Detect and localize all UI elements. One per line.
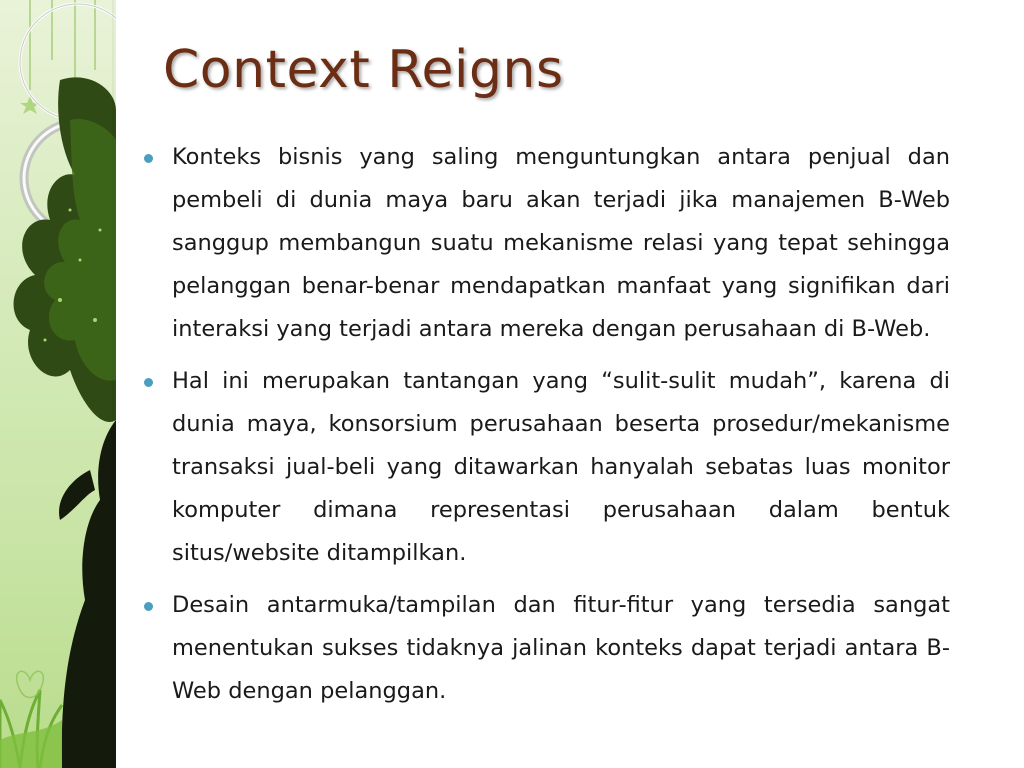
bullet-text: Konteks bisnis yang saling menguntungkan antara penjual dan pembeli di dunia maya baru akan terjadi jika manajemen B-Web sanggup membangun suatu mekanisme relasi yang tepat sehingga pelanggan benar-benar mendapatkan manfaat yang signifikan dari interaksi yang terjadi antara mereka dengan perusahaan di B-Web. (172, 144, 950, 342)
bullet-item (140, 584, 950, 713)
bullet-list (140, 136, 950, 713)
slide-title: Context Reigns (163, 40, 564, 100)
slide-content (140, 136, 950, 722)
bullet-item (140, 360, 950, 575)
bullet-item (140, 136, 950, 351)
bullet-icon (144, 602, 153, 611)
floral-tree-decoration (0, 0, 116, 768)
bullet-icon (144, 378, 153, 387)
bullet-text: Hal ini merupakan tantangan yang “sulit-sulit mudah”, karena di dunia maya, konsorsium perusahaan beserta prosedur/mekanisme transaksi jual-beli yang ditawarkan hanyalah sebatas luas monitor komputer dimana representasi perusahaan dalam bentuk situs/website ditampilkan. (172, 368, 950, 566)
bullet-text: Desain antarmuka/tampilan dan fitur-fitur yang tersedia sangat menentukan sukses tidaknya jalinan konteks dapat terjadi antara B-Web dengan pelanggan. (172, 592, 950, 704)
bullet-icon (144, 154, 153, 163)
band-edge-shadow (112, 0, 116, 768)
decorative-side-band (0, 0, 116, 768)
